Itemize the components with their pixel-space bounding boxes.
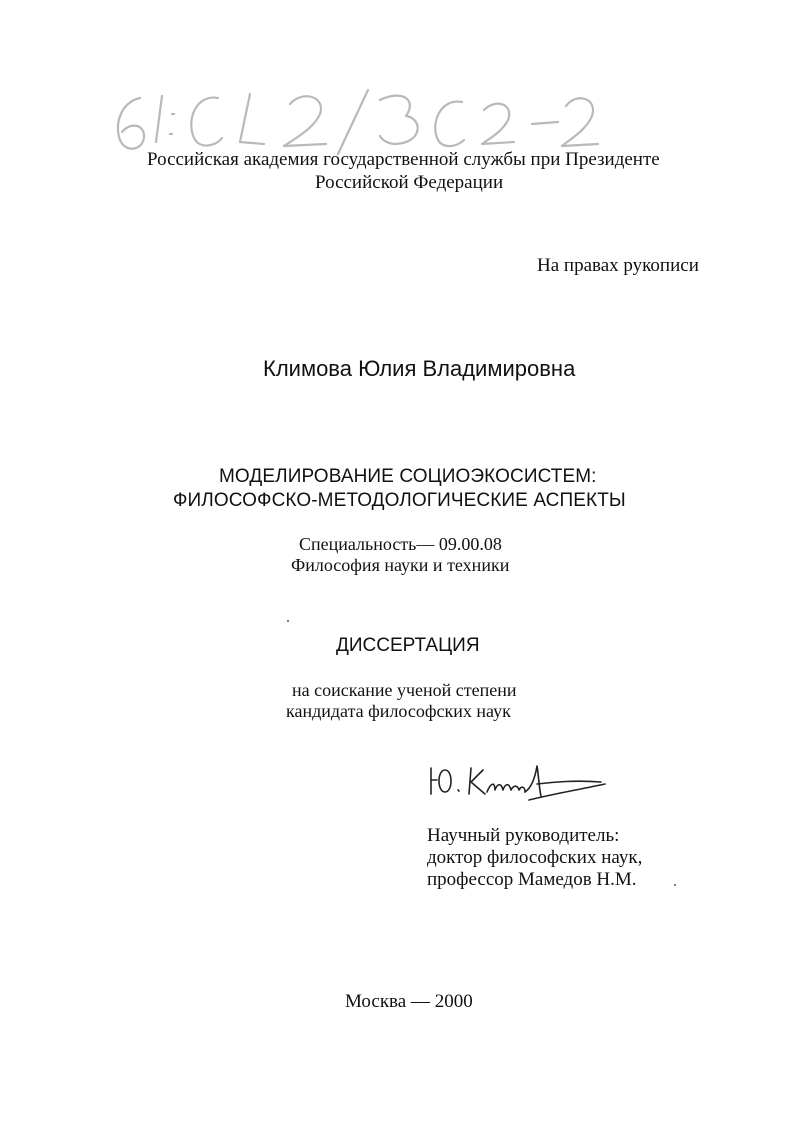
stamp-glyph	[532, 122, 558, 124]
title-line-1: МОДЕЛИРОВАНИЕ СОЦИОЭКОСИСТЕМ:	[219, 466, 597, 487]
stamp-glyph	[170, 114, 174, 134]
organization-line-1: Российская академия государственной службы при Президенте	[147, 149, 660, 170]
degree-line-1: на соискание ученой степени	[292, 680, 517, 700]
signature	[425, 760, 615, 810]
stamp-glyph	[156, 96, 162, 142]
degree-line-2: кандидата философских наук	[286, 701, 511, 721]
supervisor-line-3: профессор Мамедов Н.М.	[427, 869, 637, 890]
document-type: ДИССЕРТАЦИЯ	[336, 635, 480, 656]
stamp-glyph	[191, 98, 222, 146]
stamp-glyph	[562, 98, 598, 146]
stamp-glyph	[435, 102, 464, 147]
title-line-2: ФИЛОСОФСКО-МЕТОДОЛОГИЧЕСКИЕ АСПЕКТЫ	[173, 490, 626, 511]
stamp-glyph	[482, 104, 514, 144]
city-year: Москва — 2000	[345, 991, 473, 1012]
specialty-line-1: Специальность— 09.00.08	[299, 534, 502, 554]
stamp-glyph	[240, 94, 264, 144]
archive-stamp	[100, 84, 600, 159]
stamp-glyph	[338, 90, 368, 154]
stamp-glyph	[118, 98, 144, 149]
stamp-glyph	[284, 96, 326, 146]
scan-speck	[287, 620, 289, 622]
scan-speck	[674, 884, 676, 886]
manuscript-note: На правах рукописи	[537, 255, 699, 276]
specialty-line-2: Философия науки и техники	[291, 555, 510, 575]
organization-line-2: Российской Федерации	[315, 172, 504, 193]
supervisor-line-2: доктор философских наук,	[427, 847, 643, 868]
stamp-glyph	[380, 96, 418, 144]
supervisor-line-1: Научный руководитель:	[427, 825, 620, 846]
archive-stamp-text	[0, 0, 1, 1]
author-name: Климова Юлия Владимировна	[263, 356, 576, 381]
